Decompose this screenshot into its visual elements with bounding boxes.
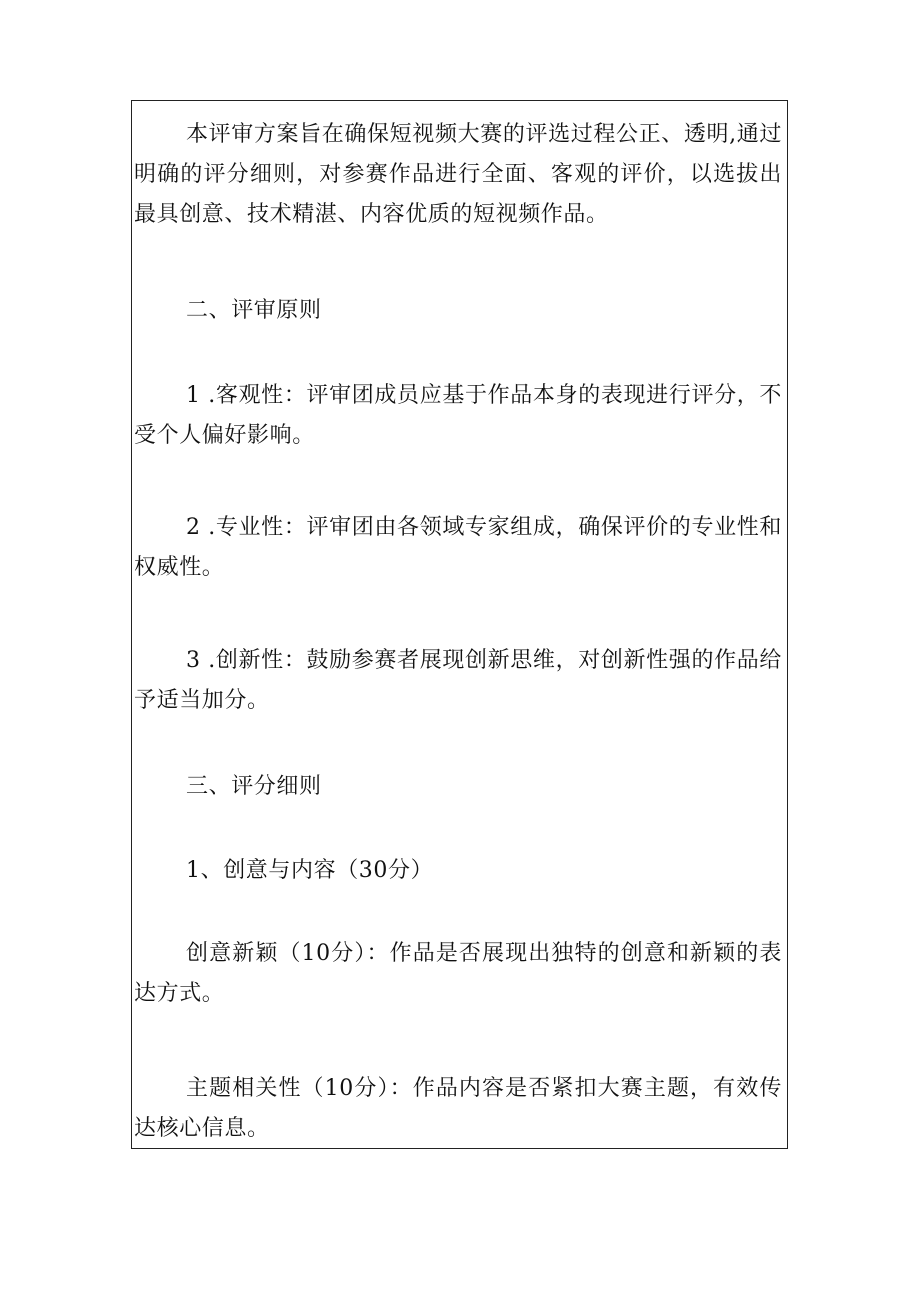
section-heading-principles: 二、评审原则 (186, 298, 322, 323)
document-frame (131, 100, 788, 1149)
section-heading-scoring: 三、评分细则 (186, 774, 322, 799)
principle-innovation: 3 .创新性：鼓励参赛者展现创新思维，对创新性强的作品给予适当加分。 (134, 648, 782, 713)
principle-objectivity: 1 .客观性：评审团成员应基于作品本身的表现进行评分，不受个人偏好影响。 (134, 383, 782, 448)
criterion-originality: 创意新颖（10分）：作品是否展现出独特的创意和新颖的表达方式。 (134, 941, 782, 1006)
principle-professionalism: 2 .专业性：评审团由各领域专家组成，确保评价的专业性和权威性。 (134, 515, 782, 580)
criterion-relevance: 主题相关性（10分）：作品内容是否紧扣大赛主题，有效传达核心信息。 (134, 1076, 782, 1141)
intro-paragraph: 本评审方案旨在确保短视频大赛的评选过程公正、透明,通过明确的评分细则，对参赛作品进行全面、客观的评价，以选拔出最具创意、技术精湛、内容优质的短视频作品。 (134, 122, 782, 227)
subsection-heading-creativity: 1、创意与内容（30分） (186, 858, 434, 883)
